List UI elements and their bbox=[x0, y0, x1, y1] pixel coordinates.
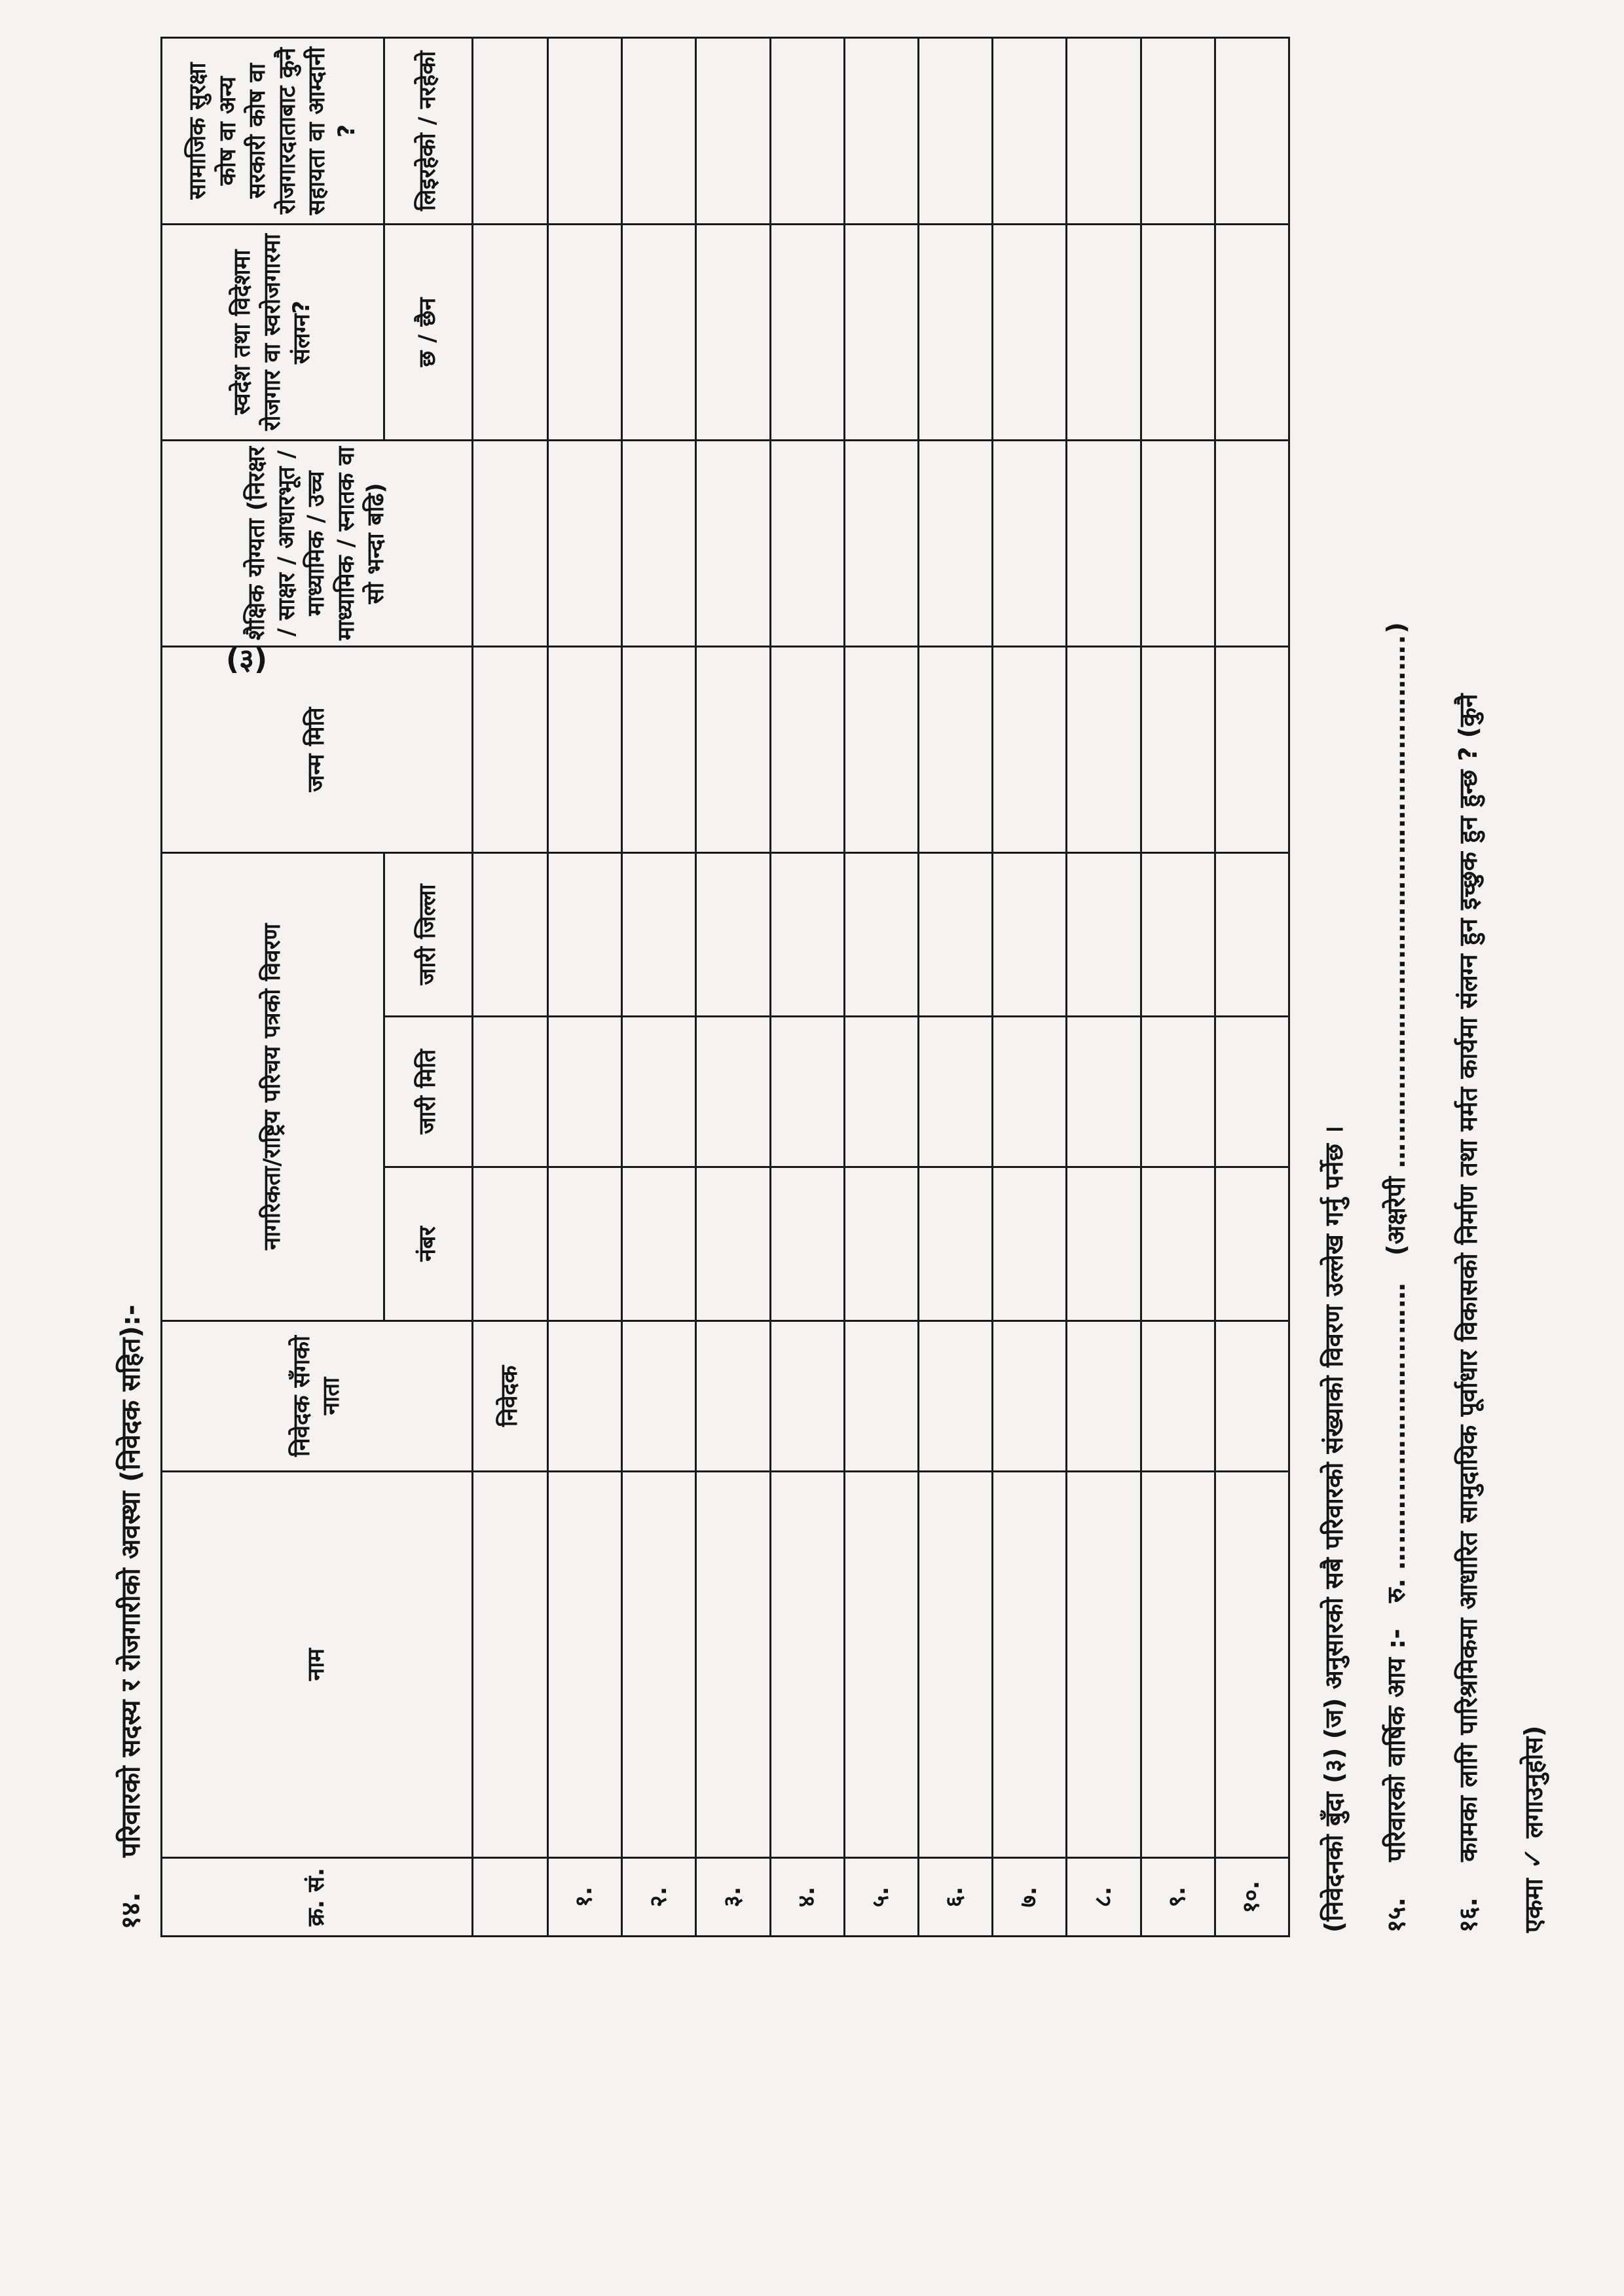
cell-empty[interactable] bbox=[1215, 37, 1289, 224]
cell-empty[interactable] bbox=[1215, 852, 1289, 1016]
cell-empty[interactable] bbox=[622, 1167, 696, 1321]
cell-empty[interactable] bbox=[844, 37, 918, 224]
cell-empty[interactable] bbox=[696, 646, 770, 852]
header-education: शैक्षिक योग्यता (निरक्षर / साक्षर / आधारभूत / माध्यामिक / उच्च माध्यामिक / स्नातक वा सो भन्दा बढि) bbox=[162, 440, 473, 646]
cell-empty[interactable] bbox=[696, 1167, 770, 1321]
cell-empty[interactable] bbox=[918, 1472, 992, 1858]
cell-empty[interactable] bbox=[918, 37, 992, 224]
question-16-text: कामका लागि पारिश्रमिकमा आधारित सामुदायिक पूर्वाधार विकासको निर्माण तथा मर्मत कार्यमा संलग्न हुन इच्छुक हुन हुन्छ ? (कुनै bbox=[1454, 693, 1483, 1862]
row-number: ३. bbox=[696, 1858, 770, 1937]
section-14-text: परिवारको सदस्य र रोजगारीको अवस्था (निवेदक सहित):- bbox=[116, 1304, 146, 1857]
cell-empty[interactable] bbox=[993, 1472, 1067, 1858]
row-number: १. bbox=[548, 1858, 622, 1937]
cell-empty[interactable] bbox=[770, 224, 844, 440]
cell-empty[interactable] bbox=[844, 1167, 918, 1321]
applicant-label: निवेदक bbox=[473, 1321, 548, 1472]
cell-empty[interactable] bbox=[993, 224, 1067, 440]
row-number: ९. bbox=[1141, 1858, 1215, 1937]
row-number: ८. bbox=[1067, 1858, 1141, 1937]
cell-empty[interactable] bbox=[473, 37, 548, 224]
cell-empty[interactable] bbox=[1141, 1472, 1215, 1858]
table-row bbox=[918, 37, 992, 1936]
cell-empty[interactable] bbox=[696, 1472, 770, 1858]
cell-empty[interactable] bbox=[548, 440, 622, 646]
table-row-applicant bbox=[473, 37, 548, 1936]
cell-empty[interactable] bbox=[1141, 1167, 1215, 1321]
section-14-number: १४. bbox=[116, 1892, 146, 1929]
header-name: नाम bbox=[162, 1472, 473, 1858]
cell-empty[interactable] bbox=[473, 1167, 548, 1321]
cell-empty[interactable] bbox=[1141, 1017, 1215, 1167]
header-issue-date: जारी मिति bbox=[384, 1017, 473, 1167]
cell-empty[interactable] bbox=[548, 224, 622, 440]
cell-empty[interactable] bbox=[473, 1017, 548, 1167]
row-number: ५. bbox=[844, 1858, 918, 1937]
page-number: (३) bbox=[226, 643, 268, 676]
cell-empty[interactable] bbox=[918, 1167, 992, 1321]
table-row bbox=[770, 37, 844, 1936]
cell-empty[interactable] bbox=[548, 1472, 622, 1858]
cell-empty[interactable] bbox=[993, 37, 1067, 224]
cell-empty[interactable] bbox=[473, 1472, 548, 1858]
table-row bbox=[1215, 37, 1289, 1936]
question-15-number: १५. bbox=[1382, 1897, 1411, 1933]
cell-empty[interactable] bbox=[1067, 852, 1141, 1016]
cell-empty[interactable] bbox=[993, 440, 1067, 646]
cell-empty[interactable] bbox=[622, 1321, 696, 1472]
row-number: १०. bbox=[1215, 1858, 1289, 1937]
cell-empty[interactable] bbox=[1215, 1167, 1289, 1321]
cell-empty[interactable] bbox=[1215, 1321, 1289, 1472]
cell-empty[interactable] bbox=[548, 1321, 622, 1472]
header-citizenship-number: नंबर bbox=[384, 1167, 473, 1321]
cell-empty[interactable] bbox=[1067, 37, 1141, 224]
cell-empty[interactable] bbox=[918, 852, 992, 1016]
currency-label: रु. bbox=[1382, 1578, 1411, 1603]
cell-empty[interactable] bbox=[844, 1321, 918, 1472]
table-row bbox=[622, 37, 696, 1936]
cell-empty[interactable] bbox=[1141, 1321, 1215, 1472]
cell-empty[interactable] bbox=[622, 1017, 696, 1167]
cell-empty[interactable] bbox=[918, 1321, 992, 1472]
cell-empty[interactable] bbox=[548, 852, 622, 1016]
cell-empty[interactable] bbox=[622, 440, 696, 646]
question-16-number: १६. bbox=[1454, 1897, 1483, 1933]
cell-empty[interactable] bbox=[844, 1017, 918, 1167]
family-count-note: (निवेदनको बुँदा (३) (ज) अनुसारको सबै परिवारको संख्याको विवरण उल्लेख गर्नु पर्नेछ । bbox=[1320, 1125, 1348, 1933]
cell-empty[interactable] bbox=[1067, 440, 1141, 646]
income-in-words-label: (अक्षरेपी bbox=[1382, 1176, 1411, 1256]
cell-empty[interactable] bbox=[1067, 646, 1141, 852]
cell-empty[interactable] bbox=[622, 37, 696, 224]
cell-empty[interactable] bbox=[1067, 1321, 1141, 1472]
cell-empty[interactable] bbox=[993, 1017, 1067, 1167]
row-number: २. bbox=[622, 1858, 696, 1937]
cell-empty[interactable] bbox=[1141, 37, 1215, 224]
question-15-label: परिवारको वार्षिक आय :- bbox=[1382, 1628, 1411, 1862]
cell-empty[interactable] bbox=[918, 440, 992, 646]
cell-empty[interactable] bbox=[696, 1017, 770, 1167]
cell-empty[interactable] bbox=[696, 224, 770, 440]
cell-empty[interactable] bbox=[696, 37, 770, 224]
question-16-text-3: लगाउनुहोस) bbox=[1519, 1725, 1548, 1838]
cell-empty[interactable] bbox=[473, 1858, 548, 1937]
cell-empty[interactable] bbox=[1067, 1472, 1141, 1858]
row-number: ७. bbox=[993, 1858, 1067, 1937]
cell-empty[interactable] bbox=[1141, 224, 1215, 440]
cell-empty[interactable] bbox=[993, 1167, 1067, 1321]
cell-empty[interactable] bbox=[1215, 440, 1289, 646]
cell-empty[interactable] bbox=[1141, 440, 1215, 646]
cell-empty[interactable] bbox=[993, 1321, 1067, 1472]
header-dob: जन्म मिति bbox=[162, 646, 473, 852]
cell-empty[interactable] bbox=[770, 37, 844, 224]
cell-empty[interactable] bbox=[918, 224, 992, 440]
cell-empty[interactable] bbox=[473, 646, 548, 852]
header-relation: निवेदक सँगको नाता bbox=[162, 1321, 473, 1472]
cell-empty[interactable] bbox=[473, 440, 548, 646]
cell-empty[interactable] bbox=[548, 37, 622, 224]
income-in-words-field[interactable]: …………………………………………………….) bbox=[1382, 621, 1411, 1169]
header-sn: क्र. सं. bbox=[162, 1858, 473, 1937]
cell-empty[interactable] bbox=[918, 646, 992, 852]
cell-empty[interactable] bbox=[844, 224, 918, 440]
header-social-security: सामाजिक सुरक्षा कोष वा अन्य सरकारी कोष वा रोजगारदाताबाट कुनै सहायता वा आम्दानी ? bbox=[162, 37, 384, 224]
section-14-title bbox=[111, 1305, 147, 1929]
table-row bbox=[696, 37, 770, 1936]
table-row bbox=[1067, 37, 1141, 1936]
header-row-1 bbox=[162, 37, 384, 1936]
question-15 bbox=[1378, 621, 1412, 1933]
cell-empty[interactable] bbox=[918, 1017, 992, 1167]
cell-empty[interactable] bbox=[770, 1017, 844, 1167]
cell-empty[interactable] bbox=[844, 440, 918, 646]
cell-empty[interactable] bbox=[993, 646, 1067, 852]
cell-empty[interactable] bbox=[844, 646, 918, 852]
cell-empty[interactable] bbox=[696, 1321, 770, 1472]
cell-empty[interactable] bbox=[1215, 224, 1289, 440]
row-number: ४. bbox=[770, 1858, 844, 1937]
cell-empty[interactable] bbox=[696, 852, 770, 1016]
cell-empty[interactable] bbox=[696, 440, 770, 646]
cell-empty[interactable] bbox=[473, 224, 548, 440]
cell-empty[interactable] bbox=[622, 224, 696, 440]
cell-empty[interactable] bbox=[1067, 1017, 1141, 1167]
header-employment: स्वदेश तथा विदेशमा रोजगार वा स्वरोजगारमा संलग्न? bbox=[162, 224, 384, 440]
cell-empty[interactable] bbox=[993, 852, 1067, 1016]
header-social-security-options: लिइरहेको / नरहेको bbox=[384, 37, 473, 224]
cell-empty[interactable] bbox=[548, 1017, 622, 1167]
cell-empty[interactable] bbox=[844, 852, 918, 1016]
cell-empty[interactable] bbox=[770, 646, 844, 852]
cell-empty[interactable] bbox=[1215, 1017, 1289, 1167]
cell-empty[interactable] bbox=[1141, 646, 1215, 852]
cell-empty[interactable] bbox=[1215, 646, 1289, 852]
cell-empty[interactable] bbox=[622, 852, 696, 1016]
family-members-table bbox=[160, 37, 1290, 1937]
question-16 bbox=[1450, 694, 1485, 1933]
question-16-text-2: एकमा bbox=[1519, 1878, 1548, 1933]
row-number: ६. bbox=[918, 1858, 992, 1937]
table-row bbox=[548, 37, 622, 1936]
cell-empty[interactable] bbox=[844, 1472, 918, 1858]
cell-empty[interactable] bbox=[770, 1472, 844, 1858]
annual-income-field[interactable]: …………………………… bbox=[1382, 1281, 1411, 1570]
cell-empty[interactable] bbox=[622, 1472, 696, 1858]
cell-empty[interactable] bbox=[770, 1321, 844, 1472]
cell-empty[interactable] bbox=[548, 1167, 622, 1321]
header-issue-district: जारी जिल्ला bbox=[384, 852, 473, 1016]
cell-empty[interactable] bbox=[1067, 1167, 1141, 1321]
header-employment-options: छ / छैन bbox=[384, 224, 473, 440]
cell-empty[interactable] bbox=[1067, 224, 1141, 440]
table-row bbox=[1141, 37, 1215, 1936]
check-mark-icon: ✓ bbox=[1517, 1846, 1549, 1870]
cell-empty[interactable] bbox=[1141, 852, 1215, 1016]
header-citizenship: नागरिकता/राष्ट्रिय परिचय पत्रको विवरण bbox=[162, 852, 384, 1321]
cell-empty[interactable] bbox=[770, 1167, 844, 1321]
table-row bbox=[993, 37, 1067, 1936]
question-16-continued bbox=[1516, 1726, 1550, 1933]
table-row bbox=[844, 37, 918, 1936]
cell-empty[interactable] bbox=[548, 646, 622, 852]
cell-empty[interactable] bbox=[622, 646, 696, 852]
cell-empty[interactable] bbox=[770, 852, 844, 1016]
cell-empty[interactable] bbox=[473, 852, 548, 1016]
cell-empty[interactable] bbox=[770, 440, 844, 646]
cell-empty[interactable] bbox=[1215, 1472, 1289, 1858]
